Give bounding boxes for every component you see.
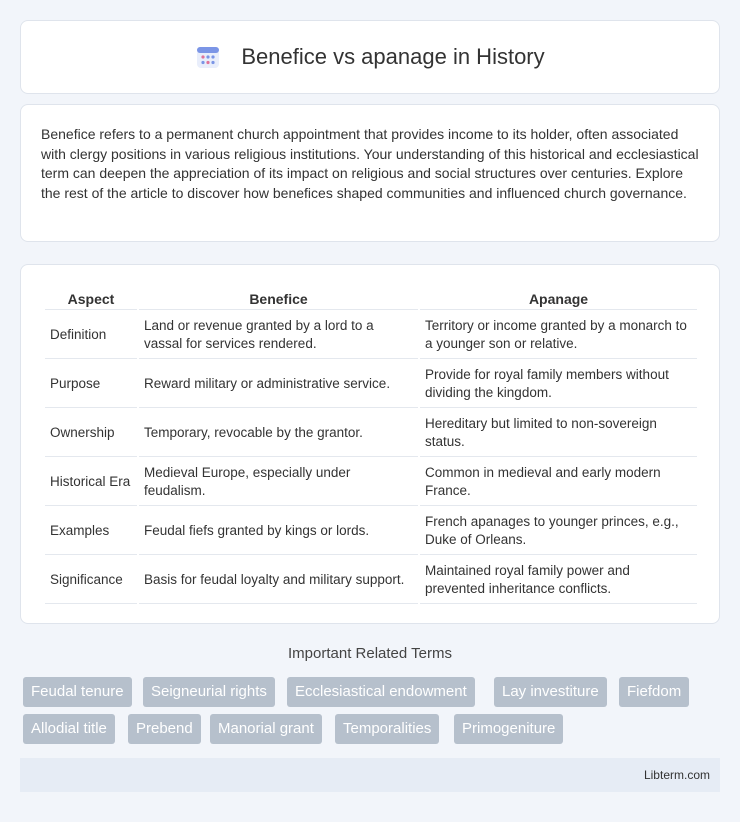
related-terms-title: Important Related Terms xyxy=(288,645,452,662)
tag-lay-investiture[interactable]: Lay investiture xyxy=(494,677,607,707)
table-row xyxy=(45,557,697,604)
table-cell: Medieval Europe, especially under feudalism. xyxy=(139,459,418,506)
table-row xyxy=(45,312,697,359)
table-row xyxy=(45,410,697,457)
comparison-card xyxy=(20,264,720,624)
table-header-row xyxy=(45,287,697,310)
tag-primogeniture[interactable]: Primogeniture xyxy=(454,714,563,744)
table-cell: Common in medieval and early modern France. xyxy=(420,459,697,506)
table-cell: Maintained royal family power and prevented inheritance conflicts. xyxy=(420,557,697,604)
calendar-icon xyxy=(195,44,221,70)
tag-prebend[interactable]: Prebend xyxy=(128,714,201,744)
table-cell: Temporary, revocable by the grantor. xyxy=(139,410,418,457)
header-card xyxy=(20,20,720,94)
table-row xyxy=(45,508,697,555)
column-header: Aspect xyxy=(45,287,137,310)
table-cell: Significance xyxy=(45,557,137,604)
intro-text: Benefice refers to a permanent church appointment that provides income to its holder, often associated with clergy positions in various religious institutions. Your understanding of this historical and ecclesiastical term can deepen the appreciation of its impact on religious and social structures over centuries. Explore the rest of the article to discover how benefices shaped communities and influenced church governance. xyxy=(41,126,699,201)
table-cell: Reward military or administrative service. xyxy=(139,361,418,408)
table-cell: Purpose xyxy=(45,361,137,408)
table-row xyxy=(45,361,697,408)
column-header: Apanage xyxy=(420,287,697,310)
table-cell: Provide for royal family members without dividing the kingdom. xyxy=(420,361,697,408)
table-cell: Territory or income granted by a monarch to a younger son or relative. xyxy=(420,312,697,359)
page-title: Benefice vs apanage in History xyxy=(241,44,545,69)
table-row xyxy=(45,459,697,506)
comparison-table xyxy=(43,285,699,606)
footer xyxy=(20,758,720,792)
intro-card xyxy=(20,104,720,242)
table-cell: French apanages to younger princes, e.g., Duke of Orleans. xyxy=(420,508,697,555)
tag-allodial-title[interactable]: Allodial title xyxy=(23,714,115,744)
table-cell: Land or revenue granted by a lord to a vassal for services rendered. xyxy=(139,312,418,359)
table-cell: Definition xyxy=(45,312,137,359)
tag-seigneurial-rights[interactable]: Seigneurial rights xyxy=(143,677,275,707)
table-cell: Feudal fiefs granted by kings or lords. xyxy=(139,508,418,555)
tag-feudal-tenure[interactable]: Feudal tenure xyxy=(23,677,132,707)
tag-temporalities[interactable]: Temporalities xyxy=(335,714,439,744)
table-cell: Ownership xyxy=(45,410,137,457)
footer-brand[interactable]: Libterm.com xyxy=(643,768,710,782)
tag-fiefdom[interactable]: Fiefdom xyxy=(619,677,689,707)
column-header: Benefice xyxy=(139,287,418,310)
table-cell: Basis for feudal loyalty and military support. xyxy=(139,557,418,604)
tag-manorial-grant[interactable]: Manorial grant xyxy=(210,714,322,744)
table-cell: Hereditary but limited to non-sovereign status. xyxy=(420,410,697,457)
table-cell: Examples xyxy=(45,508,137,555)
tag-ecclesiastical-endowment[interactable]: Ecclesiastical endowment xyxy=(287,677,475,707)
table-cell: Historical Era xyxy=(45,459,137,506)
